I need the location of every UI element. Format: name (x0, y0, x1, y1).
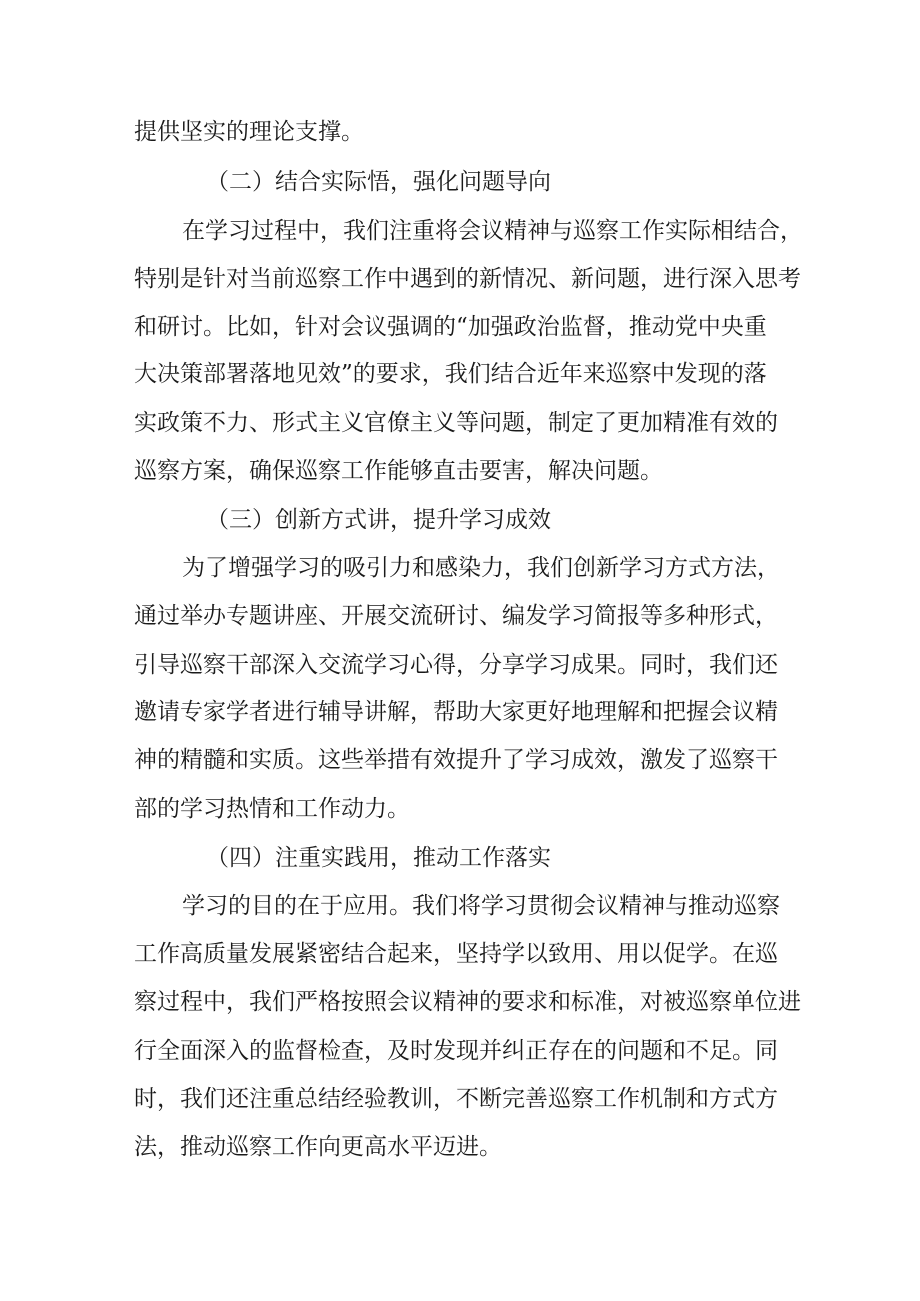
paragraph-line: 大决策部署落地见效”的要求，我们结合近年来巡察中发现的落 (134, 361, 767, 387)
section-heading-2: （二）结合实际悟，强化问题导向 (206, 169, 551, 195)
paragraph-line: 提供坚实的理论支撑。 (134, 119, 364, 145)
paragraph-line: 察过程中，我们严格按照会议精神的要求和标准，对被巡察单位进 (134, 989, 801, 1015)
paragraph-line: 邀请专家学者进行辅导讲解，帮助大家更好地理解和把握会议精 (134, 699, 778, 725)
paragraph-line: 工作高质量发展紧密结合起来，坚持学以致用、用以促学。在巡 (134, 941, 778, 967)
paragraph-line: 和研讨。比如，针对会议强调的“加强政治监督，推动党中央重 (134, 314, 767, 340)
section-heading-3: （三）创新方式讲，提升学习成效 (206, 507, 551, 533)
paragraph-line: 特别是针对当前巡察工作中遇到的新情况、新问题，进行深入思考 (134, 266, 801, 292)
paragraph-line: 通过举办专题讲座、开展交流研讨、编发学习简报等多种形式， (134, 603, 778, 629)
paragraph-line: 学习的目的在于应用。我们将学习贯彻会议精神与推动巡察 (182, 893, 780, 919)
paragraph-line: 时，我们还注重总结经验教训，不断完善巡察工作机制和方式方 (134, 1086, 778, 1112)
paragraph-line: 神的精髓和实质。这些举措有效提升了学习成效，激发了巡察干 (134, 747, 778, 773)
paragraph-line: 部的学习热情和工作动力。 (134, 796, 410, 822)
paragraph-line: 行全面深入的监督检查，及时发现并纠正存在的问题和不足。同 (134, 1038, 778, 1064)
paragraph-line: 在学习过程中，我们注重将会议精神与巡察工作实际相结合， (182, 218, 803, 244)
paragraph-line: 引导巡察干部深入交流学习心得，分享学习成果。同时，我们还 (134, 652, 778, 678)
paragraph-line: 为了增强学习的吸引力和感染力，我们创新学习方式方法， (182, 555, 780, 581)
paragraph-line: 实政策不力、形式主义官僚主义等问题，制定了更加精准有效的 (134, 410, 778, 436)
section-heading-4: （四）注重实践用，推动工作落实 (206, 845, 551, 871)
paragraph-line: 法，推动巡察工作向更高水平迈进。 (134, 1134, 502, 1160)
paragraph-line: 巡察方案，确保巡察工作能够直击要害，解决问题。 (134, 458, 663, 484)
